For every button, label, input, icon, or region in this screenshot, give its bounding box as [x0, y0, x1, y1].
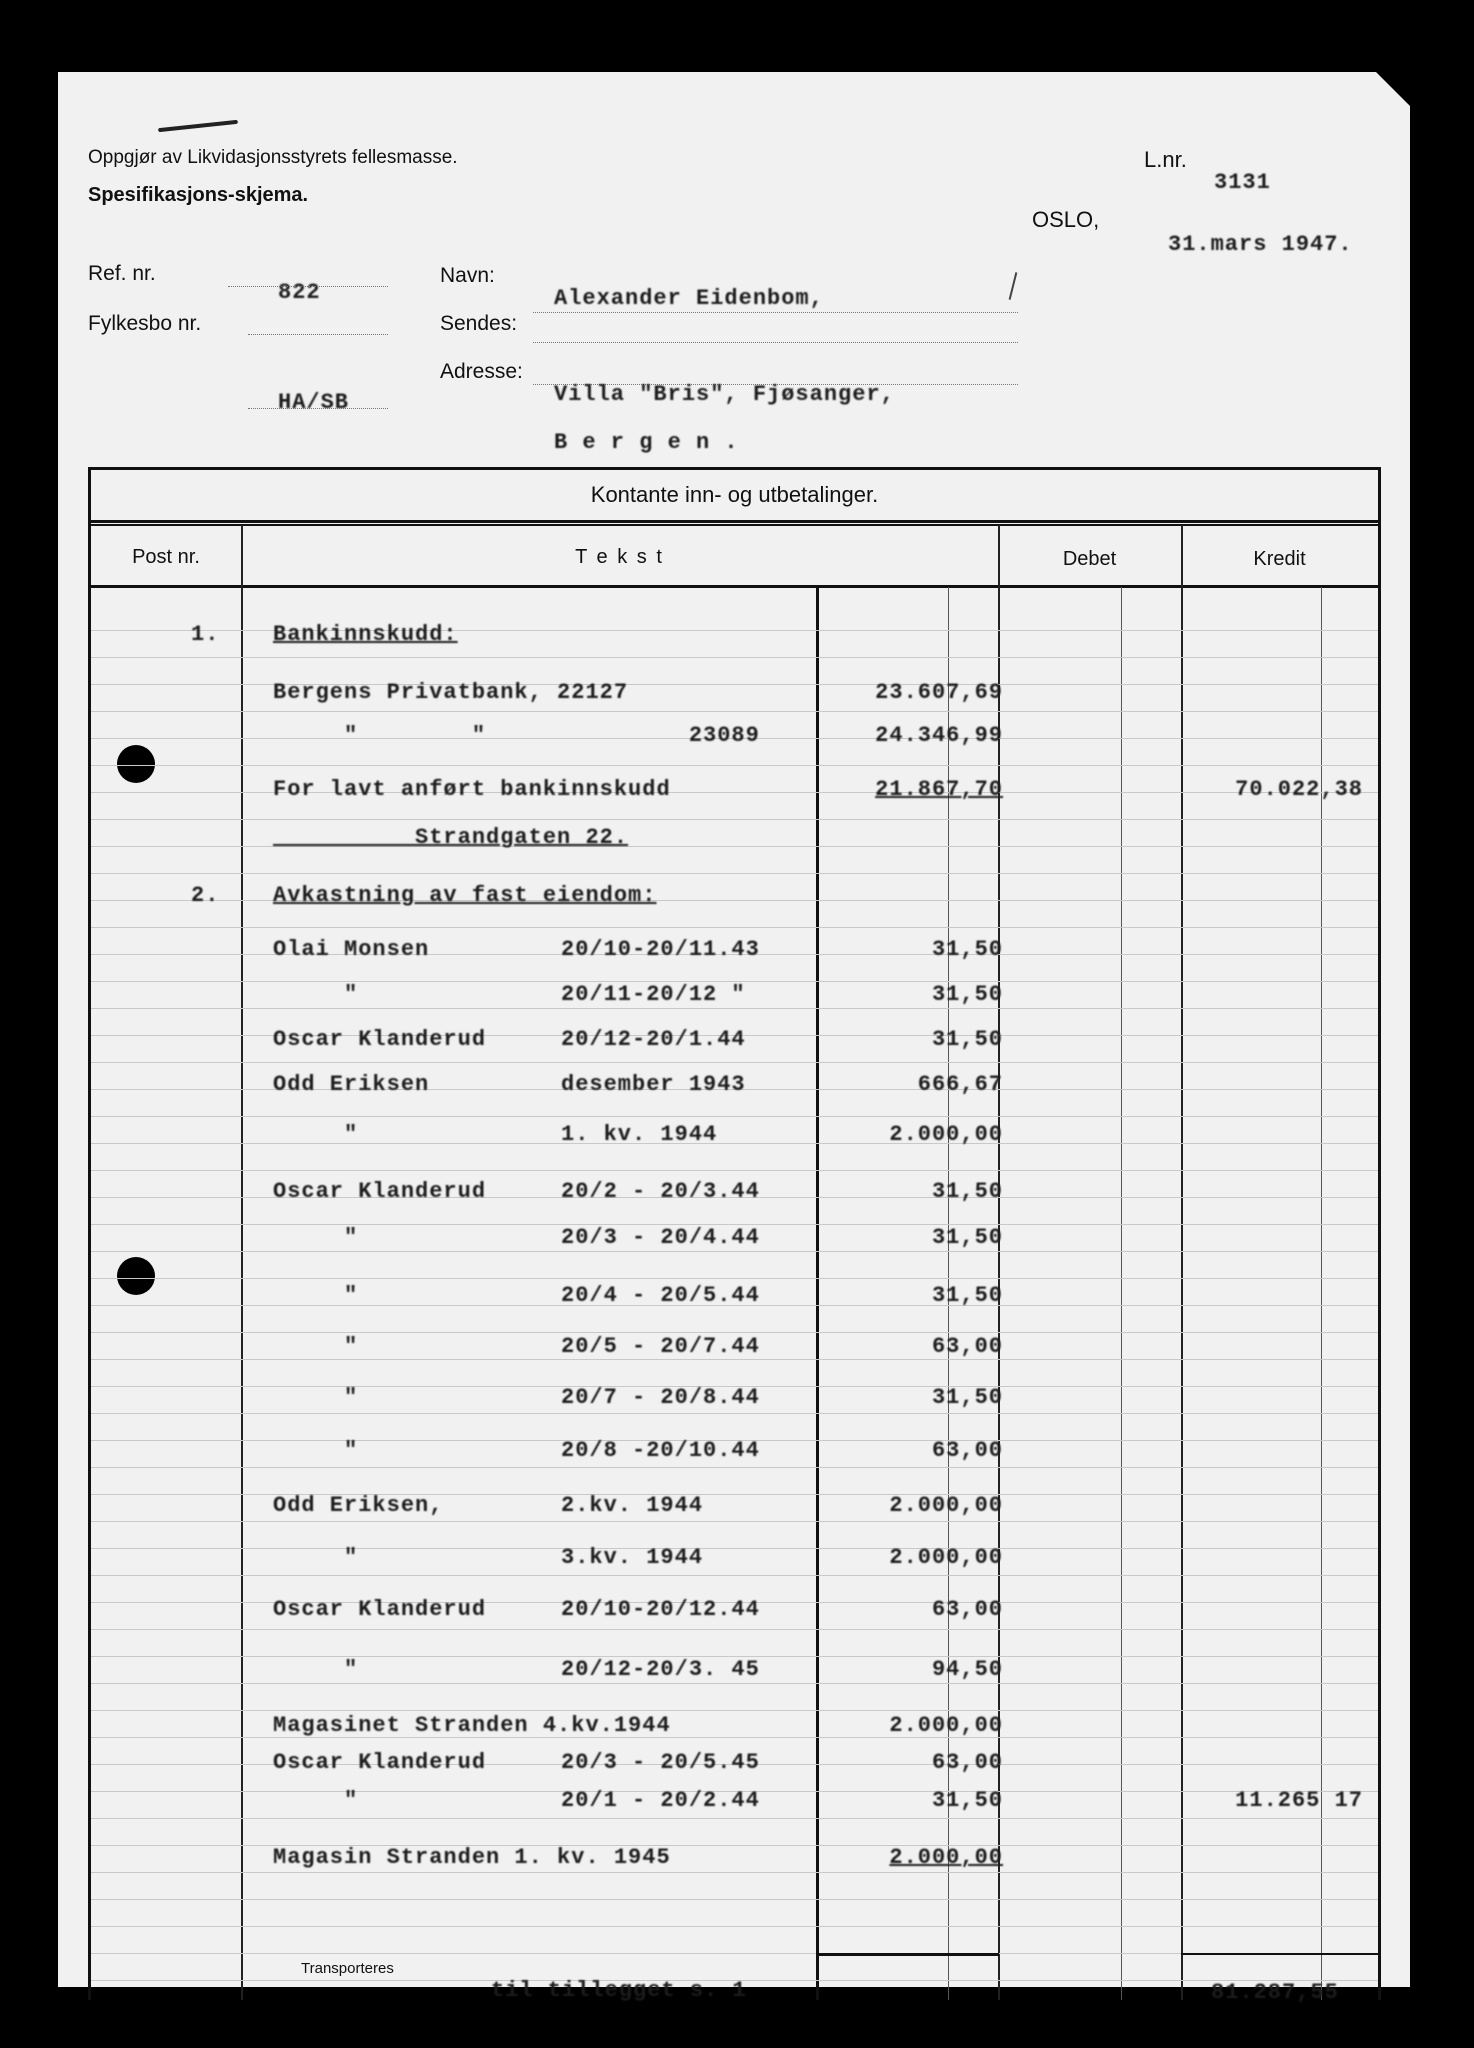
lnr-label: L.nr. [1144, 147, 1187, 172]
fylkesbo-value: HA/SB [278, 390, 350, 415]
ruled-line [91, 1170, 1378, 1171]
document-page [58, 72, 1410, 2005]
row-period: 1. kv. 1944 [561, 1122, 718, 1147]
row-name: Magasin Stranden 1. kv. 1945 [273, 1845, 671, 1870]
city-label: OSLO, [1032, 207, 1100, 232]
ruled-line [91, 1251, 1378, 1252]
col-divider-debet-cents [1121, 587, 1122, 2000]
fylkesbo-dotline-2 [248, 408, 388, 409]
row-period: 20/8 -20/10.44 [561, 1438, 760, 1463]
ruled-line [91, 1710, 1378, 1711]
navn-value: Alexander Eidenbom, [554, 286, 824, 311]
row-amount: 31,50 [931, 1225, 1003, 1250]
date-value: 31.mars 1947. [1168, 232, 1353, 257]
row-name: " [273, 1438, 359, 1463]
ruled-line [91, 1521, 1378, 1522]
navn-dotline [533, 312, 1018, 313]
row-amount: 31,50 [931, 1788, 1003, 1813]
row-period: 20/5 - 20/7.44 [561, 1334, 760, 1359]
row-amount: 31,50 [931, 1385, 1003, 1410]
row-period: 20/11-20/12 " [561, 982, 746, 1007]
row-name: " [273, 1385, 359, 1410]
row-amount: 666,67 [917, 1072, 1003, 1097]
sum-rule-amount [816, 1953, 999, 1956]
row-amount: 2.000,00 [889, 1122, 1003, 1147]
adresse-label: Adresse: [440, 360, 523, 383]
sendes-label: Sendes: [440, 312, 518, 335]
ruled-line [91, 1926, 1378, 1927]
row-period: 20/12-20/3. 45 [561, 1657, 760, 1682]
row-period: 23089 [561, 723, 760, 748]
pen-mark [1009, 272, 1018, 300]
row-amount: 63,00 [931, 1438, 1003, 1463]
row-name: Oscar Klanderud [273, 1027, 487, 1052]
row-amount: 31,50 [931, 937, 1003, 962]
ruled-line [91, 1008, 1378, 1009]
row-period: 3.kv. 1944 [561, 1545, 704, 1570]
row-name: " [273, 1122, 359, 1147]
row-name: Strandgaten 22. [273, 825, 629, 850]
ruled-line [91, 1413, 1378, 1414]
row-amount: 31,50 [931, 1283, 1003, 1308]
row-period: 20/10-20/12.44 [561, 1597, 760, 1622]
ruled-line [91, 927, 1378, 928]
col-header-kredit: Kredit [1253, 548, 1306, 570]
col-header-tekst: T e k s t [575, 546, 664, 568]
ruled-line [91, 873, 1378, 874]
folded-corner [1376, 72, 1410, 106]
row-amount: 31,50 [931, 1179, 1003, 1204]
row-amount: 63,00 [931, 1597, 1003, 1622]
col-header-debet: Debet [1062, 548, 1117, 570]
ruled-line [91, 1575, 1378, 1576]
ruled-line [91, 657, 1378, 658]
row-amount: 23.607,69 [875, 680, 1003, 705]
ref-dotline [228, 286, 388, 287]
col-divider-amount [816, 587, 819, 2000]
ruled-line [91, 765, 1378, 766]
row-period: 20/12-20/1.44 [561, 1027, 746, 1052]
ruled-line [91, 1116, 1378, 1117]
row-amount: 31,50 [931, 1027, 1003, 1052]
ink-scribble [158, 120, 238, 132]
ruled-line [91, 711, 1378, 712]
col-divider-debet [1181, 525, 1183, 2000]
row-period: 2.kv. 1944 [561, 1493, 704, 1518]
table-title: Kontante inn- og utbetalinger. [590, 482, 879, 507]
row-name: " [273, 1788, 359, 1813]
row-period: desember 1943 [561, 1072, 746, 1097]
row-amount: 2.000,00 [889, 1845, 1003, 1870]
row-name: " [273, 1225, 359, 1250]
fylkesbo-label: Fylkesbo nr. [88, 312, 202, 335]
row-period: 20/7 - 20/8.44 [561, 1385, 760, 1410]
row-amount: 63,00 [931, 1750, 1003, 1775]
row-post: 2. [191, 883, 220, 908]
col-divider-post [241, 525, 243, 2000]
row-amount: 2.000,00 [889, 1713, 1003, 1738]
row-name: " [273, 1334, 359, 1359]
sum-rule-kredit [1181, 1953, 1378, 1955]
row-name: For lavt anført bankinnskudd [273, 777, 671, 802]
row-kredit: 11.265 17 [1235, 1788, 1363, 1813]
row-amount: 2.000,00 [889, 1493, 1003, 1518]
ruled-line [91, 1278, 1378, 1279]
ruled-line [91, 1467, 1378, 1468]
row-name: Oscar Klanderud [273, 1179, 487, 1204]
row-name: Bankinnskudd: [273, 622, 458, 647]
row-name: Odd Eriksen [273, 1072, 430, 1097]
footer-text: til tillegget s. 1 [491, 1978, 747, 2003]
ruled-line [91, 1062, 1378, 1063]
ruled-line [91, 1629, 1378, 1630]
ruled-line [91, 1818, 1378, 1819]
col-header-post: Post nr. [132, 546, 200, 568]
header-rule [91, 585, 1378, 588]
row-name: " [273, 1283, 359, 1308]
ref-label: Ref. nr. [88, 262, 156, 285]
row-amount: 63,00 [931, 1334, 1003, 1359]
row-name: " [273, 1545, 359, 1570]
row-period: 20/10-20/11.43 [561, 937, 760, 962]
row-kredit: 70.022,38 [1235, 777, 1363, 802]
form-title: Oppgjør av Likvidasjonsstyrets fellesmasse. [88, 147, 458, 168]
row-name: Oscar Klanderud [273, 1750, 487, 1775]
adresse-line2: B e r g e n . [554, 430, 739, 455]
row-name: Magasinet Stranden 4.kv.1944 [273, 1713, 671, 1738]
row-amount: 24.346,99 [875, 723, 1003, 748]
ruled-line [91, 819, 1378, 820]
title-rule-2 [91, 524, 1378, 526]
row-amount: 21.867,70 [875, 777, 1003, 802]
adresse-line1: Villa "Bris", Fjøsanger, [554, 382, 895, 407]
ledger-table [88, 467, 1381, 2005]
ruled-line [91, 1899, 1378, 1900]
navn-label: Navn: [440, 264, 495, 287]
row-period: 20/2 - 20/3.44 [561, 1179, 760, 1204]
row-period: 20/4 - 20/5.44 [561, 1283, 760, 1308]
row-amount: 31,50 [931, 982, 1003, 1007]
ruled-line [91, 1359, 1378, 1360]
row-name: " [273, 982, 359, 1007]
row-post: 1. [191, 622, 220, 647]
footer-label: Transporteres [301, 1960, 394, 1977]
lnr-value: 3131 [1214, 170, 1271, 195]
title-rule [91, 520, 1378, 523]
form-subtitle: Spesifikasjons-skjema. [88, 184, 309, 206]
ref-value: 822 [278, 280, 321, 305]
ruled-line [91, 1683, 1378, 1684]
row-name: Olai Monsen [273, 937, 430, 962]
ruled-line [91, 1872, 1378, 1873]
row-name: Oscar Klanderud [273, 1597, 487, 1622]
ruled-line [91, 1332, 1378, 1333]
row-name: " " [273, 723, 487, 748]
row-amount: 94,50 [931, 1657, 1003, 1682]
row-period: 20/3 - 20/4.44 [561, 1225, 760, 1250]
footer-total: 81.287,55 [1211, 1980, 1339, 2005]
sendes-dotline [533, 342, 1018, 343]
fylkesbo-dotline [248, 334, 388, 335]
row-name: Bergens Privatbank, 22127 [273, 680, 629, 705]
row-period: 20/3 - 20/5.45 [561, 1750, 760, 1775]
row-period: 20/1 - 20/2.44 [561, 1788, 760, 1813]
row-name: Odd Eriksen, [273, 1493, 444, 1518]
row-amount: 2.000,00 [889, 1545, 1003, 1570]
row-name: Avkastning av fast eiendom: [273, 883, 657, 908]
row-name: " [273, 1657, 359, 1682]
